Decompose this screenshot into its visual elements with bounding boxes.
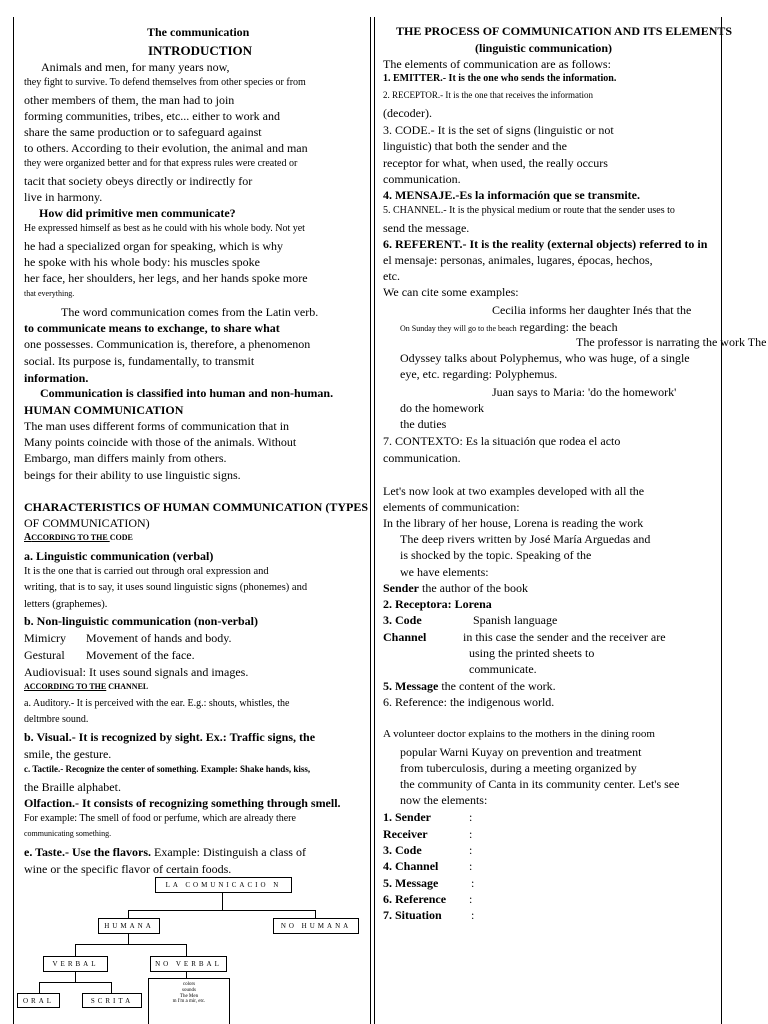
example-2: Odyssey talks about Polyphemus, who was huge, of a single [400, 351, 690, 365]
doctor-element-label: 3. Code [383, 843, 422, 857]
human-line: Many points coincide with those of the animals. Without [24, 435, 297, 449]
element-receptor: (decoder). [383, 106, 432, 120]
element-referent: 6. REFERENT.- It is the reality (external objects) referred to in [383, 237, 708, 251]
elements-intro: The elements of communication are as follows: [383, 57, 611, 71]
example-2: eye, etc. regarding: Polyphemus. [400, 367, 558, 381]
intro-line: live in harmony. [24, 190, 103, 204]
question-line: her face, her shoulders, her legs, and her hands spoke more [24, 271, 308, 285]
classified-line: Communication is classified into human and non-human. [40, 386, 334, 400]
diagram-verbal-box: VERBAL [43, 956, 108, 972]
visual-line: b. Visual.- It is recognized by sight. Ex.: Traffic signs, the [24, 730, 316, 744]
element-context: communication. [383, 451, 461, 465]
two-examples-intro: Let's now look at two examples developed with all the [383, 484, 645, 498]
two-examples-intro: elements of communication: [383, 500, 520, 514]
library-example: In the library of her house, Lorena is reading the work [383, 516, 644, 530]
element-referent: etc. [383, 269, 400, 283]
example-1: On Sunday they will go to the beach regarding: the beach [400, 320, 618, 334]
tactile-line: c. Tactile.- Recognize the center of something. Example: Shake hands, kiss, [24, 764, 311, 774]
doctor-element-label: 1. Sender [383, 810, 431, 824]
human-line: The man uses different forms of communication that in [24, 419, 290, 433]
human-line: Embargo, man differs mainly from others. [24, 451, 227, 465]
question-line: He expressed himself as best as he could with his whole body. Not yet [24, 223, 305, 234]
olfaction-line: Olfaction.- It consists of recognizing something through smell. [24, 796, 341, 810]
element-channel: 5. CHANNEL.- It is the physical medium or route that the sender uses to [383, 205, 675, 216]
library-channel-text: in this case the sender and the receiver are [463, 630, 666, 644]
library-code-label: 3. Code [383, 613, 422, 627]
gestural-desc: Movement of the face. [86, 648, 195, 662]
characteristics-heading: CHARACTERISTICS OF HUMAN COMMUNICATION (TYPES [24, 500, 369, 514]
library-example: we have elements: [400, 565, 489, 579]
element-channel: send the message. [383, 221, 470, 235]
element-code: 3. CODE.- It is the set of signs (linguistic or not [383, 123, 614, 137]
latin-line: information. [24, 371, 89, 385]
doctor-element-colon: : [471, 908, 475, 922]
doctor-example: the community of Canta in its community center. Let's see [400, 777, 680, 791]
library-channel-text: using the printed sheets to [469, 646, 595, 660]
diagram-nonverbal-box: NO VERBAL [150, 956, 227, 972]
example-2: The professor is narrating the work The [576, 335, 767, 349]
library-reference: 6. Reference: the indigenous world. [383, 695, 555, 709]
library-channel-label: Channel [383, 630, 427, 644]
question-line: he had a specialized organ for speaking, which is why [24, 239, 284, 253]
linguistic-line: letters (graphemes). [24, 599, 108, 610]
nonlinguistic-heading: b. Non-linguistic communication (non-verbal) [24, 614, 259, 628]
according-code-heading: ACCORDING TO THE CODE [24, 532, 133, 543]
doctor-element-colon: : [469, 827, 473, 841]
intro-line: Animals and men, for many years now, [41, 60, 230, 74]
intro-line: they fight to survive. To defend themselves from other species or from [24, 77, 306, 88]
examples-intro: We can cite some examples: [383, 285, 519, 299]
gestural-label: Gestural [24, 648, 65, 662]
element-referent: el mensaje: personas, animales, lugares, épocas, hechos, [383, 253, 653, 267]
doctor-example: now the elements: [400, 793, 488, 807]
intro-line: share the same production or to safeguard against [24, 125, 262, 139]
element-receptor: 2. RECEPTOR.- It is the one that receives the information [383, 90, 594, 100]
doctor-element-colon: : [469, 859, 473, 873]
doctor-element-label: 6. Reference [383, 892, 447, 906]
diagram-written-box: SCRITA [82, 993, 142, 1008]
linguistic-line: It is the one that is carried out through oral expression and [24, 566, 269, 577]
intro-heading: INTRODUCTION [148, 43, 253, 58]
doc-title: The communication [147, 25, 250, 39]
intro-line: other members of them, the man had to join [24, 93, 235, 107]
intro-line: forming communities, tribes, etc... either to work and [24, 109, 280, 123]
mimicry-desc: Movement of hands and body. [86, 631, 232, 645]
doctor-example: A volunteer doctor explains to the mothers in the dining room [383, 728, 655, 740]
linguistic-line: writing, that is to say, it uses sound linguistic signs (phonemes) and [24, 582, 308, 593]
human-line: beings for their ability to use linguistic signs. [24, 468, 241, 482]
example-3: Juan says to Maria: 'do the homework' [492, 385, 677, 399]
doctor-example: from tuberculosis, during a meeting organized by [400, 761, 637, 775]
process-title: THE PROCESS OF COMMUNICATION AND ITS ELEMENTS [396, 24, 733, 38]
library-code-text: Spanish language [473, 613, 558, 627]
intro-line: to others. According to their evolution, the animal and man [24, 141, 308, 155]
audiovisual-line: Audiovisual: It uses sound signals and images. [24, 665, 249, 679]
latin-line: social. Its purpose is, fundamentally, to transmit [24, 354, 255, 368]
element-context: 7. CONTEXTO: Es la situación que rodea el acto [383, 434, 621, 448]
doctor-element-label: Receiver [383, 827, 428, 841]
doctor-element-label: 4. Channel [383, 859, 439, 873]
element-code: receptor for what, when used, the really occurs [383, 156, 608, 170]
olfaction-line: For example: The smell of food or perfume, which are already there [24, 813, 296, 824]
process-subtitle: (linguistic communication) [475, 41, 612, 55]
taste-line: wine or the specific flavor of certain foods. [24, 862, 232, 876]
diagram-oral-box: ORAL [17, 993, 60, 1008]
question-line: that everything. [24, 289, 75, 298]
library-channel-text: communicate. [469, 662, 537, 676]
element-emitter: 1. EMITTER.- It is the one who sends the information. [383, 73, 617, 84]
according-channel-heading: ACCORDING TO THE CHANNEL [24, 682, 149, 691]
example-1: Cecilia informs her daughter Inés that the [492, 303, 692, 317]
diagram-human-box: HUMANA [98, 918, 160, 934]
auditory-line: deltmbre sound. [24, 714, 89, 725]
doctor-example: popular Warni Kuyay on prevention and treatment [400, 745, 642, 759]
element-code: communication. [383, 172, 461, 186]
doctor-element-label: 5. Message [383, 876, 439, 890]
example-3: do the homework [400, 401, 484, 415]
tactile-line: the Braille alphabet. [24, 780, 121, 794]
diagram-nonhuman-box: NO HUMANA [273, 918, 359, 934]
doctor-element-colon: : [469, 810, 473, 824]
question-heading: How did primitive men communicate? [39, 206, 236, 220]
visual-line: smile, the gesture. [24, 747, 112, 761]
diagram-root-box: LA COMUNICACIO N [155, 877, 292, 893]
doctor-element-colon: : [469, 892, 473, 906]
latin-line: to communicate means to exchange, to share what [24, 321, 280, 335]
doctor-element-colon: : [469, 843, 473, 857]
library-example: The deep rivers written by José María Arguedas and [400, 532, 651, 546]
linguistic-heading: a. Linguistic communication (verbal) [24, 549, 214, 563]
latin-line: one possesses. Communication is, therefore, a phenomenon [24, 337, 311, 351]
auditory-line: a. Auditory.- It is perceived with the ear. E.g.: shouts, whistles, the [24, 698, 290, 709]
element-code: linguistic) that both the sender and the [383, 139, 567, 153]
diagram-tiny-text: colors sounds The Men m I'm a mir, etc. [172, 982, 206, 1005]
library-example: is shocked by the topic. Speaking of the [400, 548, 592, 562]
taste-line: e. Taste.- Use the flavors. Example: Distinguish a class of [24, 845, 306, 859]
mimicry-label: Mimicry [24, 631, 66, 645]
latin-line: The word communication comes from the Latin verb. [61, 305, 319, 319]
intro-line: tacit that society obeys directly or indirectly for [24, 174, 253, 188]
intro-line: they were organized better and for that express rules were created or [24, 158, 298, 169]
doctor-element-colon: : [471, 876, 475, 890]
olfaction-line: communicating something. [24, 829, 112, 838]
library-receptor: 2. Receptora: Lorena [383, 597, 492, 611]
library-message: 5. Message the content of the work. [383, 679, 556, 693]
human-heading: HUMAN COMMUNICATION [24, 403, 184, 417]
example-3: the duties [400, 417, 447, 431]
question-line: he spoke with his whole body: his muscles spoke [24, 255, 260, 269]
characteristics-heading: OF COMMUNICATION) [24, 516, 150, 530]
library-sender: Sender the author of the book [383, 581, 528, 595]
doctor-element-label: 7. Situation [383, 908, 442, 922]
element-message: 4. MENSAJE.-Es la información que se transmite. [383, 188, 640, 202]
